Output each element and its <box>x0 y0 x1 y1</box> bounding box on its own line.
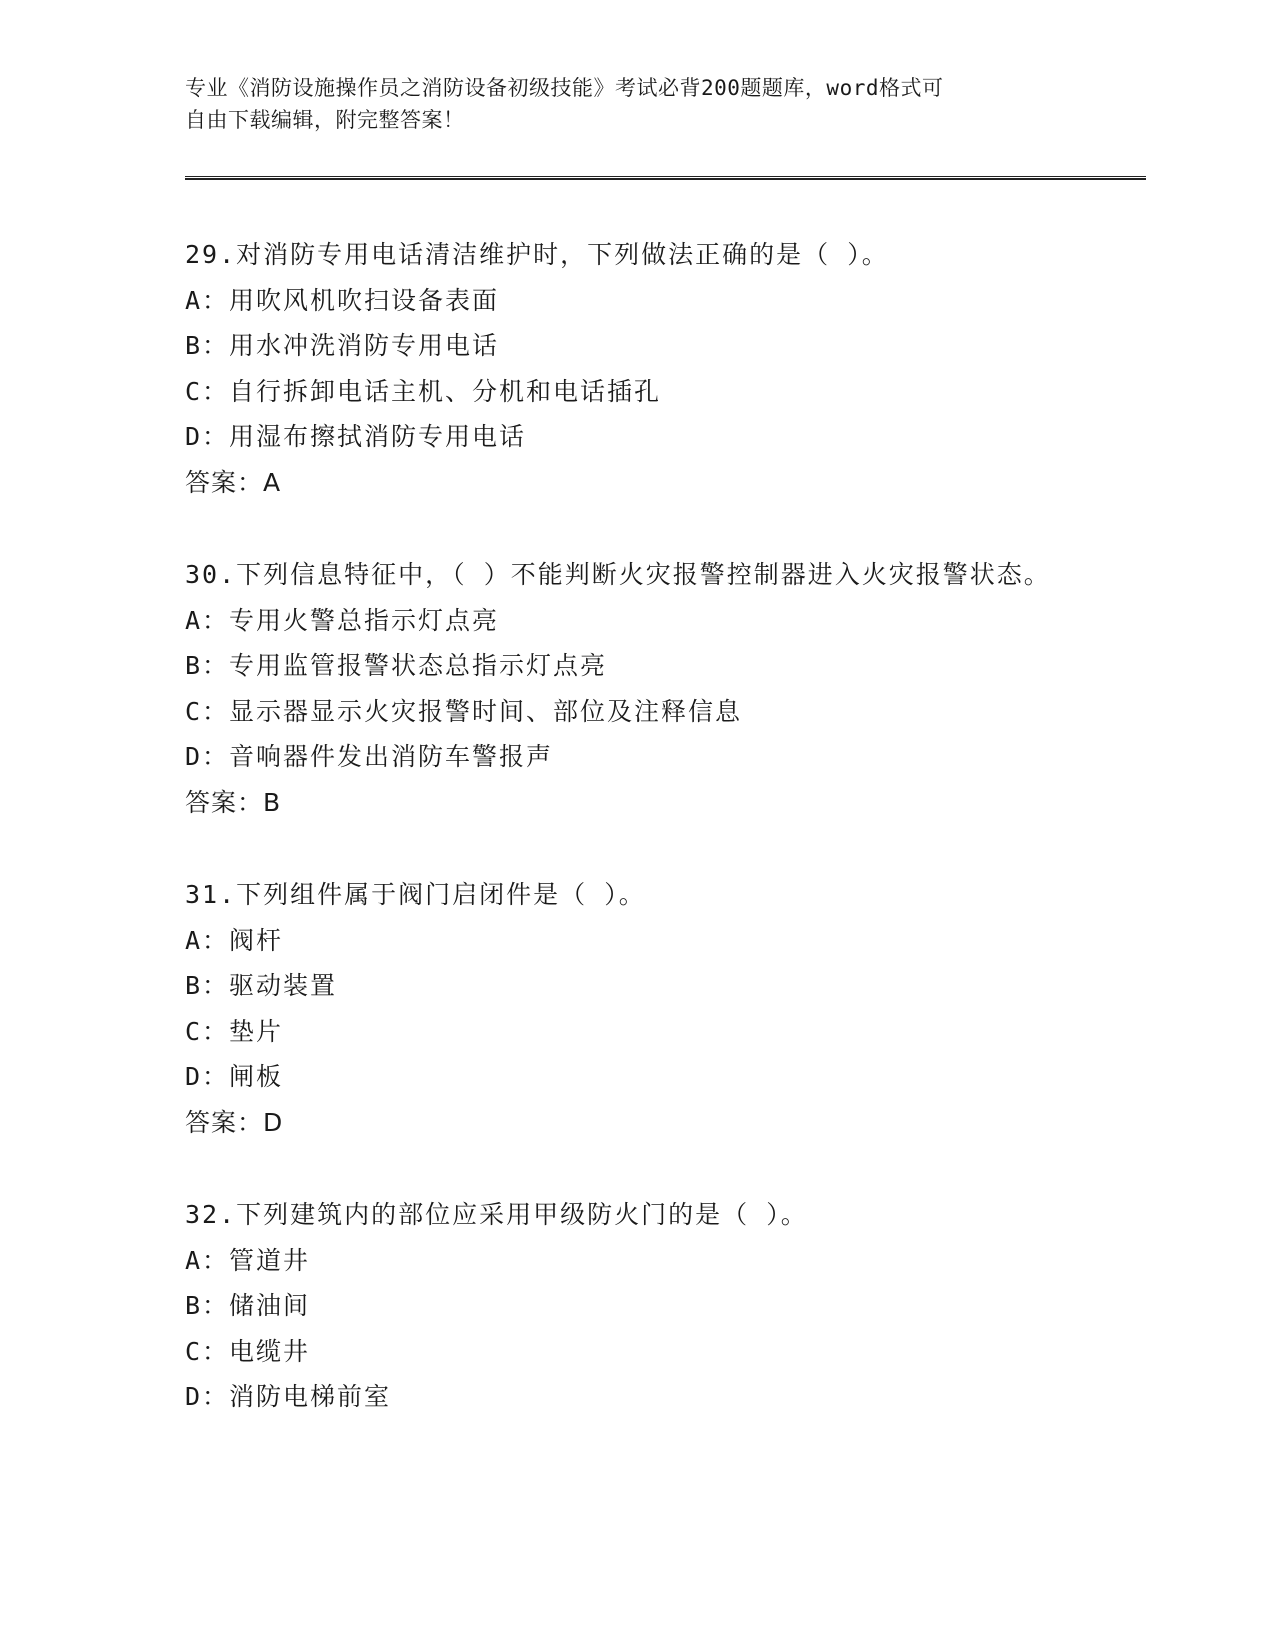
question-stem: 29.对消防专用电话清洁维护时，下列做法正确的是（ ）。 <box>185 240 889 269</box>
option-b: B：用水冲洗消防专用电话 <box>185 331 500 360</box>
question-31 <box>185 872 1085 1145</box>
question-stem: 32.下列建筑内的部位应采用甲级防火门的是（ ）。 <box>185 1200 808 1229</box>
option-b: B：专用监管报警状态总指示灯点亮 <box>185 651 608 680</box>
question-32 <box>185 1192 1085 1420</box>
option-b: B：储油间 <box>185 1291 311 1320</box>
option-d: D：闸板 <box>185 1062 284 1091</box>
option-a: A：管道井 <box>185 1245 311 1275</box>
option-a: A：专用火警总指示灯点亮 <box>185 605 500 635</box>
option-c: C：显示器显示火灾报警时间、部位及注释信息 <box>185 696 743 726</box>
option-d: D：消防电梯前室 <box>185 1382 392 1411</box>
header-line-1: 专业《消防设施操作员之消防设备初级技能》考试必背200题题库，word格式可 <box>185 76 944 100</box>
option-a: A：用吹风机吹扫设备表面 <box>185 285 500 315</box>
option-a: A：阀杆 <box>185 925 284 955</box>
answer-label: 答案：D <box>185 1107 284 1137</box>
document-header <box>185 72 1065 136</box>
question-30 <box>185 552 1085 825</box>
answer-label: 答案：B <box>185 787 282 817</box>
option-d: D：用湿布擦拭消防专用电话 <box>185 422 527 451</box>
option-b: B：驱动装置 <box>185 971 338 1000</box>
question-stem: 30.下列信息特征中，（ ）不能判断火灾报警控制器进入火灾报警状态。 <box>185 560 1051 589</box>
option-c: C：垫片 <box>185 1016 284 1046</box>
question-stem: 31.下列组件属于阀门启闭件是（ ）。 <box>185 880 646 909</box>
option-c: C：自行拆卸电话主机、分机和电话插孔 <box>185 376 662 406</box>
option-d: D：音响器件发出消防车警报声 <box>185 742 554 771</box>
answer-label: 答案：A <box>185 467 282 497</box>
question-list <box>185 232 1085 1467</box>
question-29 <box>185 232 1085 505</box>
header-double-rule <box>185 176 1146 180</box>
header-line-2: 自由下载编辑，附完整答案！ <box>185 108 465 132</box>
option-c: C：电缆井 <box>185 1336 311 1366</box>
